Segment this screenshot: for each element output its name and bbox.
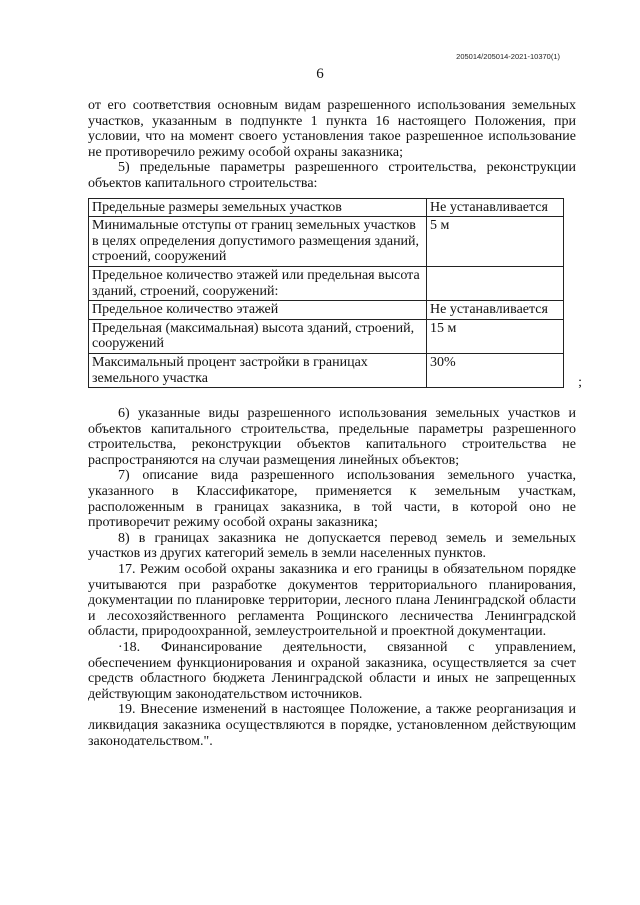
- document-number: 205014/205014-2021-10370(1): [456, 52, 560, 61]
- table-trailing-semicolon: ;: [578, 374, 582, 390]
- parameter-name-cell: Предельные размеры земельных участков: [89, 198, 427, 217]
- parameter-value-cell: [427, 266, 564, 300]
- parameter-name-cell: Предельная (максимальная) высота зданий, строений, сооружений: [89, 319, 427, 353]
- paragraph-continuation: от его соответствия основным видам разрешенного использования земельных участков, указанным в подпункте 1 пункта 16 настоящего Положения, при условии, что на момент своего установления такое разрешенное использование не противоречило режиму особой охраны заказника;: [88, 98, 576, 160]
- paragraph-19: 19. Внесение изменений в настоящее Положение, а также реорганизация и ликвидация заказника осуществляются в порядке, установленном действующим законодательством.".: [88, 702, 576, 749]
- paragraph-item-7: 7) описание вида разрешенного использования земельного участка, указанного в Классификаторе, применяется к земельным участкам, расположенным в границах заказника, в той части, в которой оно не противоречит режиму особой охраны заказника;: [88, 468, 576, 531]
- document-body: [88, 98, 582, 749]
- table-row: [89, 319, 564, 353]
- table-row: [89, 198, 564, 217]
- paragraph-item-6: 6) указанные виды разрешенного использования земельных участков и объектов капитального строительства, предельные параметры разрешенного строительства, реконструкции объектов капитального строительства не распространяются на случаи размещения линейных объектов;: [88, 406, 576, 468]
- paragraph-item-8: 8) в границах заказника не допускается перевод земель и земельных участков из других категорий земель в земли населенных пунктов.: [88, 530, 576, 562]
- table-row: [89, 301, 564, 320]
- parameter-name-cell: Минимальные отступы от границ земельных участков в целях определения допустимого размещения зданий, строений, сооружений: [89, 217, 427, 267]
- table-row: [89, 353, 564, 387]
- parameter-name-cell: Предельное количество этажей: [89, 301, 427, 320]
- paragraph-item-5: 5) предельные параметры разрешенного строительства, реконструкции объектов капитального строительства:: [88, 160, 576, 191]
- table-row: [89, 217, 564, 267]
- page-number: 6: [316, 66, 324, 82]
- parameter-name-cell: Максимальный процент застройки в границах земельного участка: [89, 353, 427, 387]
- parameter-name-cell: Предельное количество этажей или предельная высота зданий, строений, сооружений:: [89, 266, 427, 300]
- parameters-table: [88, 198, 564, 389]
- parameters-table-wrapper: [88, 198, 582, 390]
- paragraph-18: ·18. Финансирование деятельности, связанной с управлением, обеспечением функционирования и охраной заказника, осуществляется за счет средств областного бюджета Ленинградской области и иных не запрещенных действующим законодательством источников.: [88, 640, 576, 702]
- parameter-value-cell: 15 м: [427, 319, 564, 353]
- parameter-value-cell: Не устанавливается: [427, 198, 564, 217]
- table-row: [89, 266, 564, 300]
- parameter-value-cell: Не устанавливается: [427, 301, 564, 320]
- paragraph-17: 17. Режим особой охраны заказника и его границы в обязательном порядке учитываются при разработке документов территориального планирования, документации по планировке территории, лесного плана Ленинградской области и лесохозяйственного регламента Рощинского лесничества Ленинградской области, природоохранной, землеустроительной и проектной документации.: [88, 562, 576, 640]
- parameter-value-cell: 5 м: [427, 217, 564, 267]
- parameter-value-cell: 30%: [427, 353, 564, 387]
